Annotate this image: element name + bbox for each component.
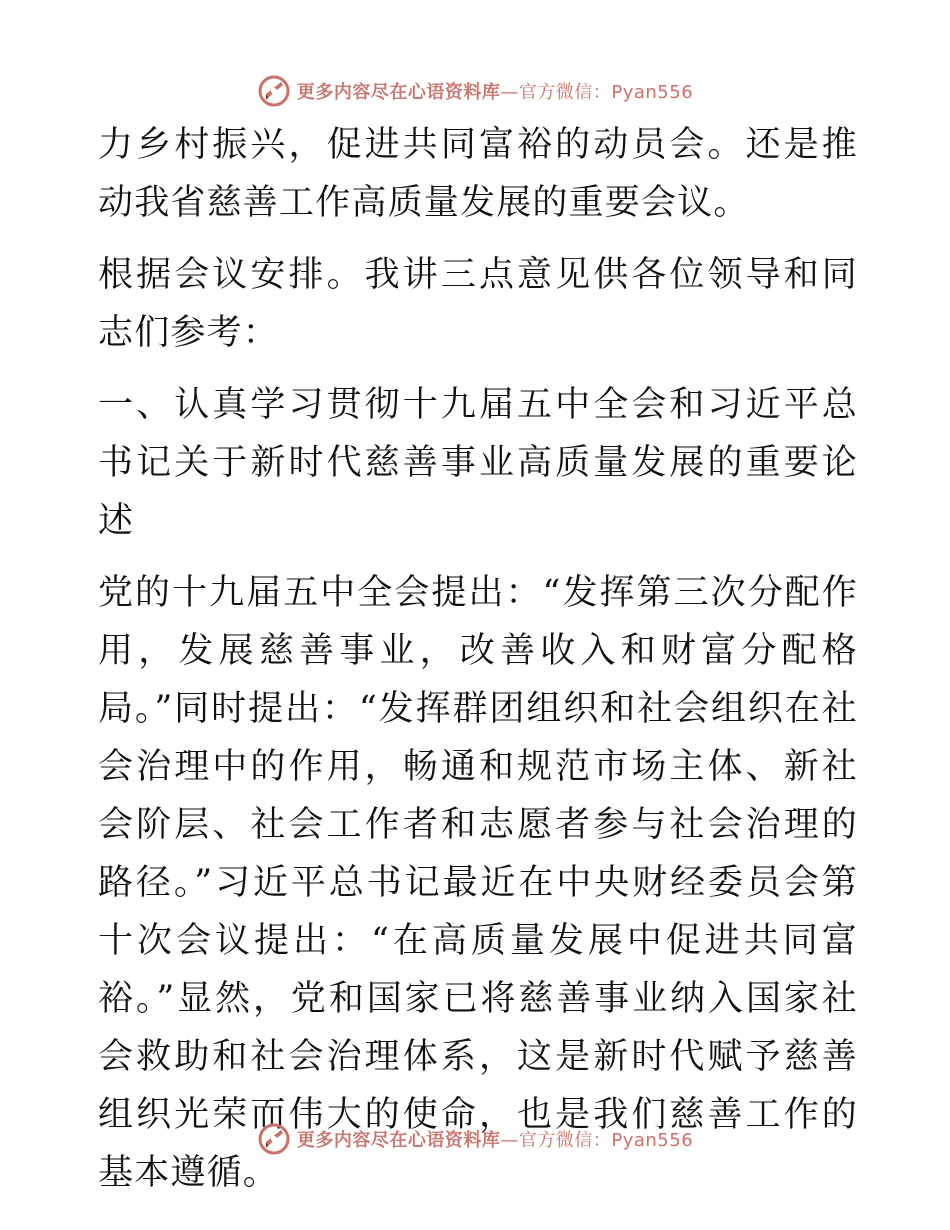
brand-logo-icon	[257, 1122, 291, 1156]
watermark-wechat-id: Pyan556	[611, 82, 694, 103]
brand-logo-icon	[257, 74, 291, 108]
paragraph-agenda: 根据会议安排。我讲三点意见供各位领导和同志们参考：	[98, 255, 858, 353]
document-body	[98, 116, 858, 1202]
footer-watermark	[0, 1119, 950, 1159]
watermark-label: 官方微信：	[518, 1130, 612, 1151]
footer-watermark-text	[297, 1126, 693, 1152]
watermark-brand: 更多内容尽在心语资料库	[296, 1130, 501, 1151]
watermark-brand: 更多内容尽在心语资料库	[296, 82, 501, 103]
section-heading-1: 一、认真学习贯彻十九届五中全会和习近平总书记关于新时代慈善事业高质量发展的重要论述	[98, 385, 858, 541]
watermark-separator: —	[500, 82, 519, 103]
paragraph-intro: 力乡村振兴，促进共同富裕的动员会。还是推动我省慈善工作高质量发展的重要会议。	[98, 125, 858, 223]
paragraph-body: 党的十九届五中全会提出：“发挥第三次分配作用，发展慈善事业，改善收入和财富分配格局。”同时提出：“发挥群团组织和社会组织在社会治理中的作用，畅通和规范市场主体、新社会阶层、社会工作者和志愿者参与社会治理的路径。”习近平总书记最近在中央财经委员会第十次会议提出：“在高质量发展中促进共同富裕。”显然，党和国家已将慈善事业纳入国家社会救助和社会治理体系，这是新时代赋予慈善组织光荣而伟大的使命，也是我们慈善工作的基本遵循。	[98, 573, 858, 1193]
watermark-label: 官方微信：	[518, 82, 612, 103]
watermark-wechat-id: Pyan556	[611, 1130, 694, 1151]
watermark-separator: —	[500, 1130, 519, 1151]
header-watermark	[0, 71, 950, 111]
header-watermark-text	[297, 78, 693, 104]
